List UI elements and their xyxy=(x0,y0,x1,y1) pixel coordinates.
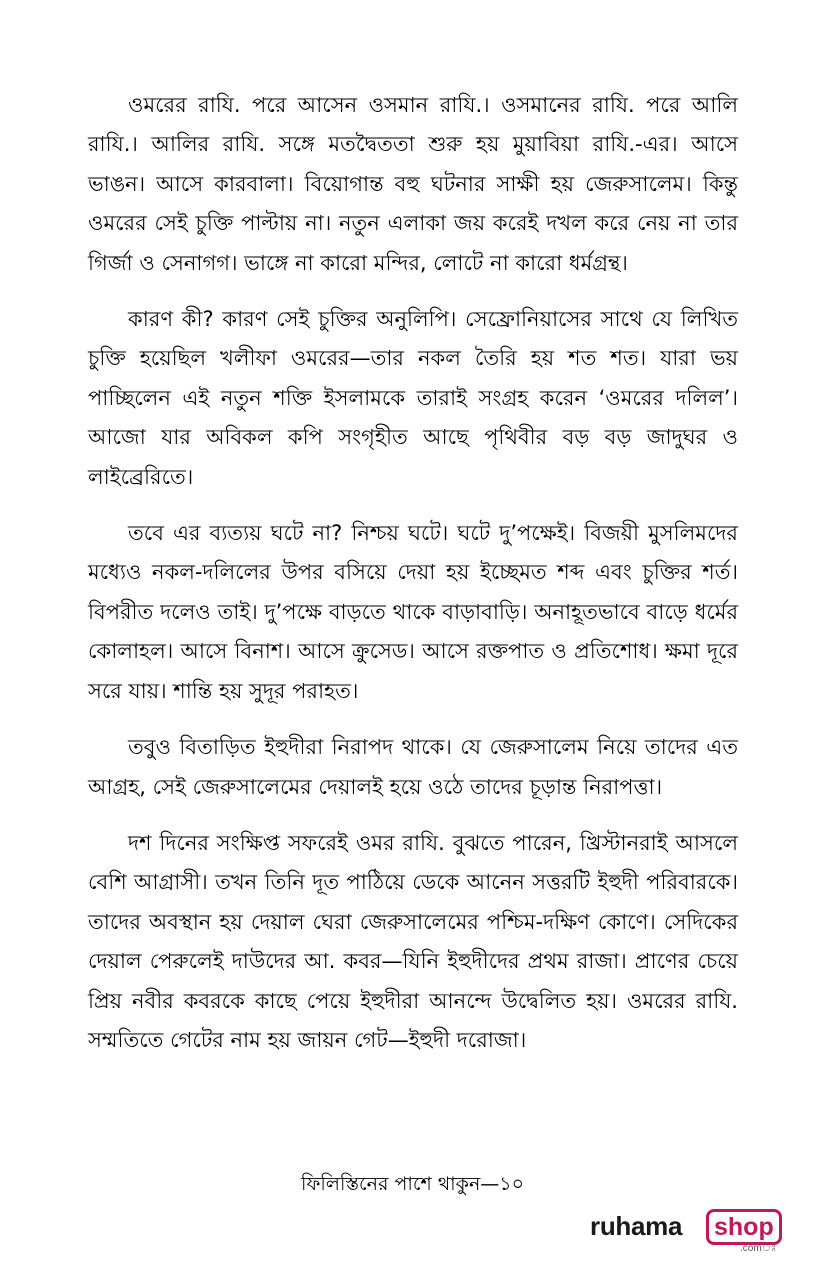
paragraph-2: কারণ কী? কারণ সেই চুক্তির অনুলিপি। সেফ্রোনিয়াসের সাথে যে লিখিত চুক্তি হয়েছিল খলীফা ওমরের—তার নকল তৈরি হয় শত শত। যারা ভয় পাচ্ছিলেন এই নতুন শক্তি ইসলামকে তারাই সংগ্রহ করেন ‘ওমরের দলিল’। আজো যার অবিকল কপি সংগৃহীত আছে পৃথিবীর বড় বড় জাদুঘর ও লাইব্রেরিতে। xyxy=(88,307,738,489)
logo-suffix: .comঃ xyxy=(740,1243,777,1254)
logo-boxed-word: shop xyxy=(706,1209,782,1245)
paragraph-4: তবুও বিতাড়িত ইহুদীরা নিরাপদ থাকে। যে জেরুসালেম নিয়ে তাদের এত আগ্রহ, সেই জেরুসালেমের দেয়ালই হয়ে ওঠে তাদের চূড়ান্ত নিরাপত্তা। xyxy=(88,735,738,799)
paragraph-5: দশ দিনের সংক্ষিপ্ত সফরেই ওমর রাযি. বুঝতে পারেন, খ্রিস্টানরাই আসলে বেশি আগ্রাসী। তখন তিনি দূত পাঠিয়ে ডেকে আনেন সত্তরটি ইহুদী পরিবারকে। তাদের অবস্থান হয় দেয়াল ঘেরা জেরুসালেমের পশ্চিম-দক্ষিণ কোণে। সেদিকের দেয়াল পেরুলেই দাউদের আ. কবর—যিনি ইহুদীদের প্রথম রাজা। প্রাণের চেয়ে প্রিয় নবীর কবরকে কাছে পেয়ে ইহুদীরা আনন্দে উদ্বেলিত হয়। ওমরের রাযি. সম্মতিতে গেটের নাম হয় জায়ন গেট—ইহুদী দরোজা। xyxy=(88,830,738,1052)
ruhamashop-logo xyxy=(590,1207,780,1254)
page-body xyxy=(88,86,738,1077)
logo-word: ruhama xyxy=(590,1211,683,1241)
running-footer: ফিলিস্তিনের পাশে থাকুন—১০ xyxy=(301,1173,524,1195)
paragraph-3: তবে এর ব্যত্যয় ঘটে না? নিশ্চয় ঘটে। ঘটে দু’পক্ষেই। বিজয়ী মুসলিমদের মধ্যেও নকল-দলিলের উপর বসিয়ে দেয়া হয় ইচ্ছেমত শব্দ এবং চুক্তির শর্ত। বিপরীত দলেও তাই। দু’পক্ষে বাড়তে থাকে বাড়াবাড়ি। অনাহূতভাবে বাড়ে ধর্মের কোলাহল। আসে বিনাশ। আসে ক্রুসেড। আসে রক্তপাত ও প্রতিশোধ। ক্ষমা দূরে সরে যায়। শান্তি হয় সুদূর পরাহত। xyxy=(88,521,738,703)
paragraph-1: ওমরের রাযি. পরে আসেন ওসমান রাযি.। ওসমানের রাযি. পরে আলি রাযি.। আলির রাযি. সঙ্গে মতদ্বৈততা শুরু হয় মুয়াবিয়া রাযি.-এর। আসে ভাঙন। আসে কারবালা। বিয়োগান্ত বহু ঘটনার সাক্ষী হয় জেরুসালেম। কিন্তু ওমরের সেই চুক্তি পাল্টায় না। নতুন এলাকা জয় করেই দখল করে নেয় না তার গির্জা ও সেনাগগ। ভাঙ্গে না কারো মন্দির, লোটে না কারো ধর্মগ্রন্থ। xyxy=(88,93,738,275)
